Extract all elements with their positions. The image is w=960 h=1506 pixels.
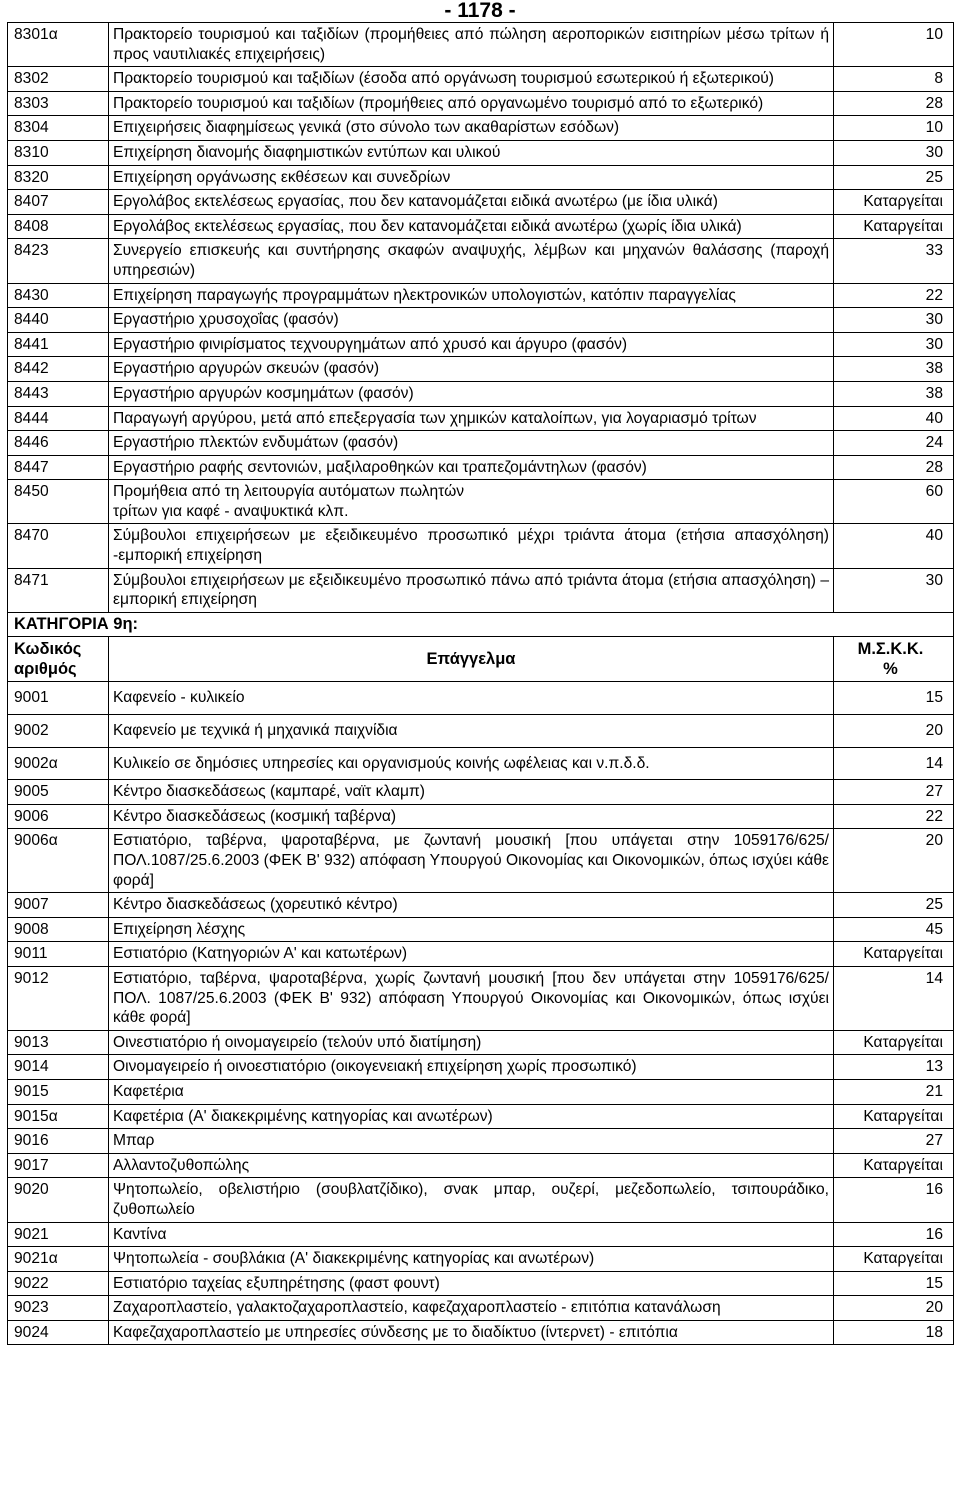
- row-profession: Επιχείρηση λέσχης: [109, 917, 834, 942]
- page-number: - 1178 -: [444, 0, 516, 22]
- row-rate: 24: [834, 431, 954, 456]
- table-row: [8, 917, 954, 942]
- row-rate: 30: [834, 332, 954, 357]
- table-row: [8, 283, 954, 308]
- row-rate: 30: [834, 568, 954, 612]
- row-profession: Εστιατόριο, ταβέρνα, ψαροταβέρνα, με ζωντανή μουσική [που υπάγεται στην 1059176/625/ΠΟΛ.1087/25.6.2003 (ΦΕΚ Β' 932) απόφαση Υπουργού Οικονομίας και Οικονομικών, όπως ισχύει κάθε φορά]: [109, 829, 834, 893]
- row-profession: Κέντρο διασκεδάσεως (καμπαρέ, ναϊτ κλαμπ): [109, 780, 834, 805]
- table-row: [8, 190, 954, 215]
- category-title: ΚΑΤΗΓΟΡΙΑ 9η:: [8, 612, 954, 637]
- row-profession: Οινεστιατόριο ή οινομαγειρείο (τελούν υπό διατίμηση): [109, 1030, 834, 1055]
- row-rate: Καταργείται: [834, 1030, 954, 1055]
- table-row: [8, 406, 954, 431]
- row-code: 9002: [8, 715, 109, 748]
- table-row: [8, 239, 954, 283]
- row-rate: 60: [834, 480, 954, 524]
- table-row: [8, 116, 954, 141]
- row-profession: Εργολάβος εκτελέσεως εργασίας, που δεν κατανομάζεται ειδικά ανωτέρω (με ίδια υλικά): [109, 190, 834, 215]
- row-code: 8430: [8, 283, 109, 308]
- row-code: 9020: [8, 1178, 109, 1222]
- table-row: [8, 165, 954, 190]
- table-row: [8, 682, 954, 715]
- row-code: 8446: [8, 431, 109, 456]
- row-code: 9021α: [8, 1247, 109, 1272]
- row-profession: Εργαστήριο πλεκτών ενδυμάτων (φασόν): [109, 431, 834, 456]
- row-code: 8471: [8, 568, 109, 612]
- row-profession: Επιχείρηση οργάνωσης εκθέσεων και συνεδρίων: [109, 165, 834, 190]
- row-profession: Συνεργείο επισκευής και συντήρησης σκαφών αναψυχής, λέμβων και μηχανών θαλάσσης (παροχή υπηρεσιών): [109, 239, 834, 283]
- row-rate: 20: [834, 715, 954, 748]
- table-row: [8, 1055, 954, 1080]
- row-rate: 20: [834, 1296, 954, 1321]
- row-code: 9023: [8, 1296, 109, 1321]
- row-rate: 15: [834, 1271, 954, 1296]
- row-code: 9006α: [8, 829, 109, 893]
- table-row: [8, 747, 954, 780]
- row-profession: Εργαστήριο ραφής σεντονιών, μαξιλαροθηκών και τραπεζομάντηλων (φασόν): [109, 455, 834, 480]
- table-row: [8, 715, 954, 748]
- row-rate: Καταργείται: [834, 190, 954, 215]
- row-code: 8470: [8, 524, 109, 568]
- row-profession: Σύμβουλοι επιχειρήσεων με εξειδικευμένο προσωπικό μέχρι τριάντα άτομα (ετήσια απασχόληση) -εμπορική επιχείρηση: [109, 524, 834, 568]
- row-code: 9015α: [8, 1104, 109, 1129]
- row-profession: Εργαστήριο χρυσοχοΐας (φασόν): [109, 308, 834, 333]
- row-profession: Εστιατόριο, ταβέρνα, ψαροταβέρνα, χωρίς ζωντανή μουσική [που δεν υπάγεται στην 1059176/625/ΠΟΛ. 1087/25.6.2003 (ΦΕΚ Β' 932) απόφαση Υπουργού Οικονομίας και Οικονομικών, όπως ισχύει κάθε φορά]: [109, 966, 834, 1030]
- row-rate: 14: [834, 747, 954, 780]
- row-profession: Καντίνα: [109, 1222, 834, 1247]
- row-code: 8447: [8, 455, 109, 480]
- row-profession: Πρακτορείο τουρισμού και ταξιδίων (προμήθειες από οργανωμένο τουρισμό από το εξωτερικό): [109, 91, 834, 116]
- row-rate: 13: [834, 1055, 954, 1080]
- table-row: [8, 308, 954, 333]
- row-rate: 33: [834, 239, 954, 283]
- row-code: 8408: [8, 214, 109, 239]
- table-row: [8, 381, 954, 406]
- table-row: [8, 67, 954, 92]
- row-code: 9001: [8, 682, 109, 715]
- row-code: 9021: [8, 1222, 109, 1247]
- row-rate: Καταργείται: [834, 214, 954, 239]
- row-profession: Εργαστήριο αργυρών κοσμημάτων (φασόν): [109, 381, 834, 406]
- row-rate: 27: [834, 780, 954, 805]
- table-row: [8, 455, 954, 480]
- row-profession: Καφετέρια: [109, 1079, 834, 1104]
- row-code: 8423: [8, 239, 109, 283]
- table-row: [8, 431, 954, 456]
- table-row: [8, 1079, 954, 1104]
- row-rate: 38: [834, 381, 954, 406]
- table-row: [8, 1271, 954, 1296]
- row-code: 8440: [8, 308, 109, 333]
- row-profession: Επιχείρηση διανομής διαφημιστικών εντύπων και υλικού: [109, 140, 834, 165]
- table-row: [8, 91, 954, 116]
- row-rate: 21: [834, 1079, 954, 1104]
- row-rate: 20: [834, 829, 954, 893]
- table-row: [8, 140, 954, 165]
- row-code: 9016: [8, 1129, 109, 1154]
- table-section-a: [8, 23, 954, 613]
- category-row: [8, 612, 954, 637]
- row-profession: Καφενείο - κυλικείο: [109, 682, 834, 715]
- row-rate: 14: [834, 966, 954, 1030]
- table-row: [8, 966, 954, 1030]
- row-rate: Καταργείται: [834, 1104, 954, 1129]
- row-code: 8407: [8, 190, 109, 215]
- row-code: 8302: [8, 67, 109, 92]
- row-code: 9011: [8, 942, 109, 967]
- table-row: [8, 942, 954, 967]
- table-row: [8, 1129, 954, 1154]
- row-code: 8443: [8, 381, 109, 406]
- header-profession: Επάγγελμα: [109, 637, 834, 682]
- row-rate: Καταργείται: [834, 942, 954, 967]
- row-rate: 40: [834, 406, 954, 431]
- table-row: [8, 1296, 954, 1321]
- row-rate: 10: [834, 116, 954, 141]
- row-code: 8441: [8, 332, 109, 357]
- header-row: [8, 637, 954, 682]
- row-profession: Μπαρ: [109, 1129, 834, 1154]
- row-code: 8442: [8, 357, 109, 382]
- row-profession: Εργαστήριο αργυρών σκευών (φασόν): [109, 357, 834, 382]
- row-code: 9012: [8, 966, 109, 1030]
- table-row: [8, 780, 954, 805]
- row-rate: 15: [834, 682, 954, 715]
- table-row: [8, 214, 954, 239]
- row-code: 9013: [8, 1030, 109, 1055]
- header-rate: Μ.Σ.Κ.Κ. %: [834, 637, 954, 682]
- row-profession: Εστιατόριο ταχείας εξυπηρέτησης (φαστ φουντ): [109, 1271, 834, 1296]
- row-rate: 16: [834, 1178, 954, 1222]
- row-rate: 16: [834, 1222, 954, 1247]
- table-row: [8, 1178, 954, 1222]
- row-rate: Καταργείται: [834, 1153, 954, 1178]
- row-code: 9022: [8, 1271, 109, 1296]
- row-code: 9017: [8, 1153, 109, 1178]
- row-rate: 28: [834, 455, 954, 480]
- row-profession: Εργαστήριο φινιρίσματος τεχνουργημάτων από χρυσό και άργυρο (φασόν): [109, 332, 834, 357]
- row-code: 9024: [8, 1320, 109, 1345]
- row-code: 8310: [8, 140, 109, 165]
- table-row: [8, 804, 954, 829]
- row-code: 8301α: [8, 23, 109, 67]
- row-rate: 28: [834, 91, 954, 116]
- row-code: 8450: [8, 480, 109, 524]
- row-profession: Αλλαντοζυθοπώλης: [109, 1153, 834, 1178]
- table-row: [8, 568, 954, 612]
- row-profession: Ζαχαροπλαστείο, γαλακτοζαχαροπλαστείο, καφεζαχαροπλαστείο - επιτόπια κατανάλωση: [109, 1296, 834, 1321]
- row-rate: 18: [834, 1320, 954, 1345]
- row-rate: 40: [834, 524, 954, 568]
- table-row: [8, 1222, 954, 1247]
- category-section: [8, 612, 954, 682]
- row-rate: 25: [834, 893, 954, 918]
- row-rate: 8: [834, 67, 954, 92]
- row-code: 8304: [8, 116, 109, 141]
- row-profession: Εργολάβος εκτελέσεως εργασίας, που δεν κατανομάζεται ειδικά ανωτέρω (χωρίς ίδια υλικά): [109, 214, 834, 239]
- row-code: 8303: [8, 91, 109, 116]
- row-code: 9005: [8, 780, 109, 805]
- row-profession: Καφετέρια (Α' διακεκριμένης κατηγορίας και ανωτέρων): [109, 1104, 834, 1129]
- row-rate: 25: [834, 165, 954, 190]
- row-rate: Καταργείται: [834, 1247, 954, 1272]
- profession-table: [7, 22, 954, 1345]
- row-profession: Πρακτορείο τουρισμού και ταξιδίων (έσοδα από οργάνωση τουρισμού εσωτερικού ή εξωτερικού): [109, 67, 834, 92]
- table-row: [8, 23, 954, 67]
- row-profession: Οινομαγειρείο ή οινοεστιατόριο (οικογενειακή επιχείρηση χωρίς προσωπικό): [109, 1055, 834, 1080]
- row-rate: 30: [834, 308, 954, 333]
- row-code: 9015: [8, 1079, 109, 1104]
- row-profession: Κέντρο διασκεδάσεως (χορευτικό κέντρο): [109, 893, 834, 918]
- table-row: [8, 1104, 954, 1129]
- row-code: 9014: [8, 1055, 109, 1080]
- table-row: [8, 524, 954, 568]
- row-code: 8444: [8, 406, 109, 431]
- table-row: [8, 1320, 954, 1345]
- table-row: [8, 480, 954, 524]
- table-row: [8, 332, 954, 357]
- table-section-b: [8, 682, 954, 1345]
- table-row: [8, 1030, 954, 1055]
- row-code: 9007: [8, 893, 109, 918]
- row-profession: Προμήθεια από τη λειτουργία αυτόματων πωλητών τρίτων για καφέ - αναψυκτικά κλπ.: [109, 480, 834, 524]
- row-profession: Εστιατόριο (Κατηγοριών Α' και κατωτέρων): [109, 942, 834, 967]
- table-row: [8, 1247, 954, 1272]
- row-rate: 38: [834, 357, 954, 382]
- header-code: Κωδικός αριθμός: [8, 637, 109, 682]
- row-code: 9002α: [8, 747, 109, 780]
- row-rate: 22: [834, 283, 954, 308]
- row-profession: Κέντρο διασκεδάσεως (κοσμική ταβέρνα): [109, 804, 834, 829]
- table-row: [8, 357, 954, 382]
- row-profession: Πρακτορείο τουρισμού και ταξιδίων (προμήθειες από πώληση αεροπορικών εισιτηρίων μέσω τρίτων ή προς ναυτιλιακές επιχειρήσεις): [109, 23, 834, 67]
- table-row: [8, 829, 954, 893]
- row-profession: Ψητοπωλεία - σουβλάκια (Α' διακεκριμένης κατηγορίας και ανωτέρων): [109, 1247, 834, 1272]
- row-rate: 45: [834, 917, 954, 942]
- row-profession: Ψητοπωλείο, οβελιστήριο (σουβλατζίδικο), σνακ μπαρ, ουζερί, μεζεδοπωλείο, τσιπουράδικο, ζυθοπωλείο: [109, 1178, 834, 1222]
- table-row: [8, 1153, 954, 1178]
- row-rate: 22: [834, 804, 954, 829]
- row-profession: Παραγωγή αργύρου, μετά από επεξεργασία των χημικών καταλοίπων, για λογαριασμό τρίτων: [109, 406, 834, 431]
- row-rate: 30: [834, 140, 954, 165]
- table-row: [8, 893, 954, 918]
- row-profession: Επιχειρήσεις διαφημίσεως γενικά (στο σύνολο των ακαθαρίστων εσόδων): [109, 116, 834, 141]
- row-profession: Καφεζαχαροπλαστείο με υπηρεσίες σύνδεσης με το διαδίκτυο (ίντερνετ) - επιτόπια: [109, 1320, 834, 1345]
- row-profession: Κυλικείο σε δημόσιες υπηρεσίες και οργανισμούς κοινής ωφέλειας και ν.π.δ.δ.: [109, 747, 834, 780]
- row-rate: 10: [834, 23, 954, 67]
- row-code: 9008: [8, 917, 109, 942]
- row-profession: Καφενείο με τεχνικά ή μηχανικά παιχνίδια: [109, 715, 834, 748]
- row-profession: Επιχείρηση παραγωγής προγραμμάτων ηλεκτρονικών υπολογιστών, κατόπιν παραγγελίας: [109, 283, 834, 308]
- row-profession: Σύμβουλοι επιχειρήσεων με εξειδικευμένο προσωπικό πάνω από τριάντα άτομα (ετήσια απασχόληση) – εμπορική επιχείρηση: [109, 568, 834, 612]
- row-code: 9006: [8, 804, 109, 829]
- row-rate: 27: [834, 1129, 954, 1154]
- row-code: 8320: [8, 165, 109, 190]
